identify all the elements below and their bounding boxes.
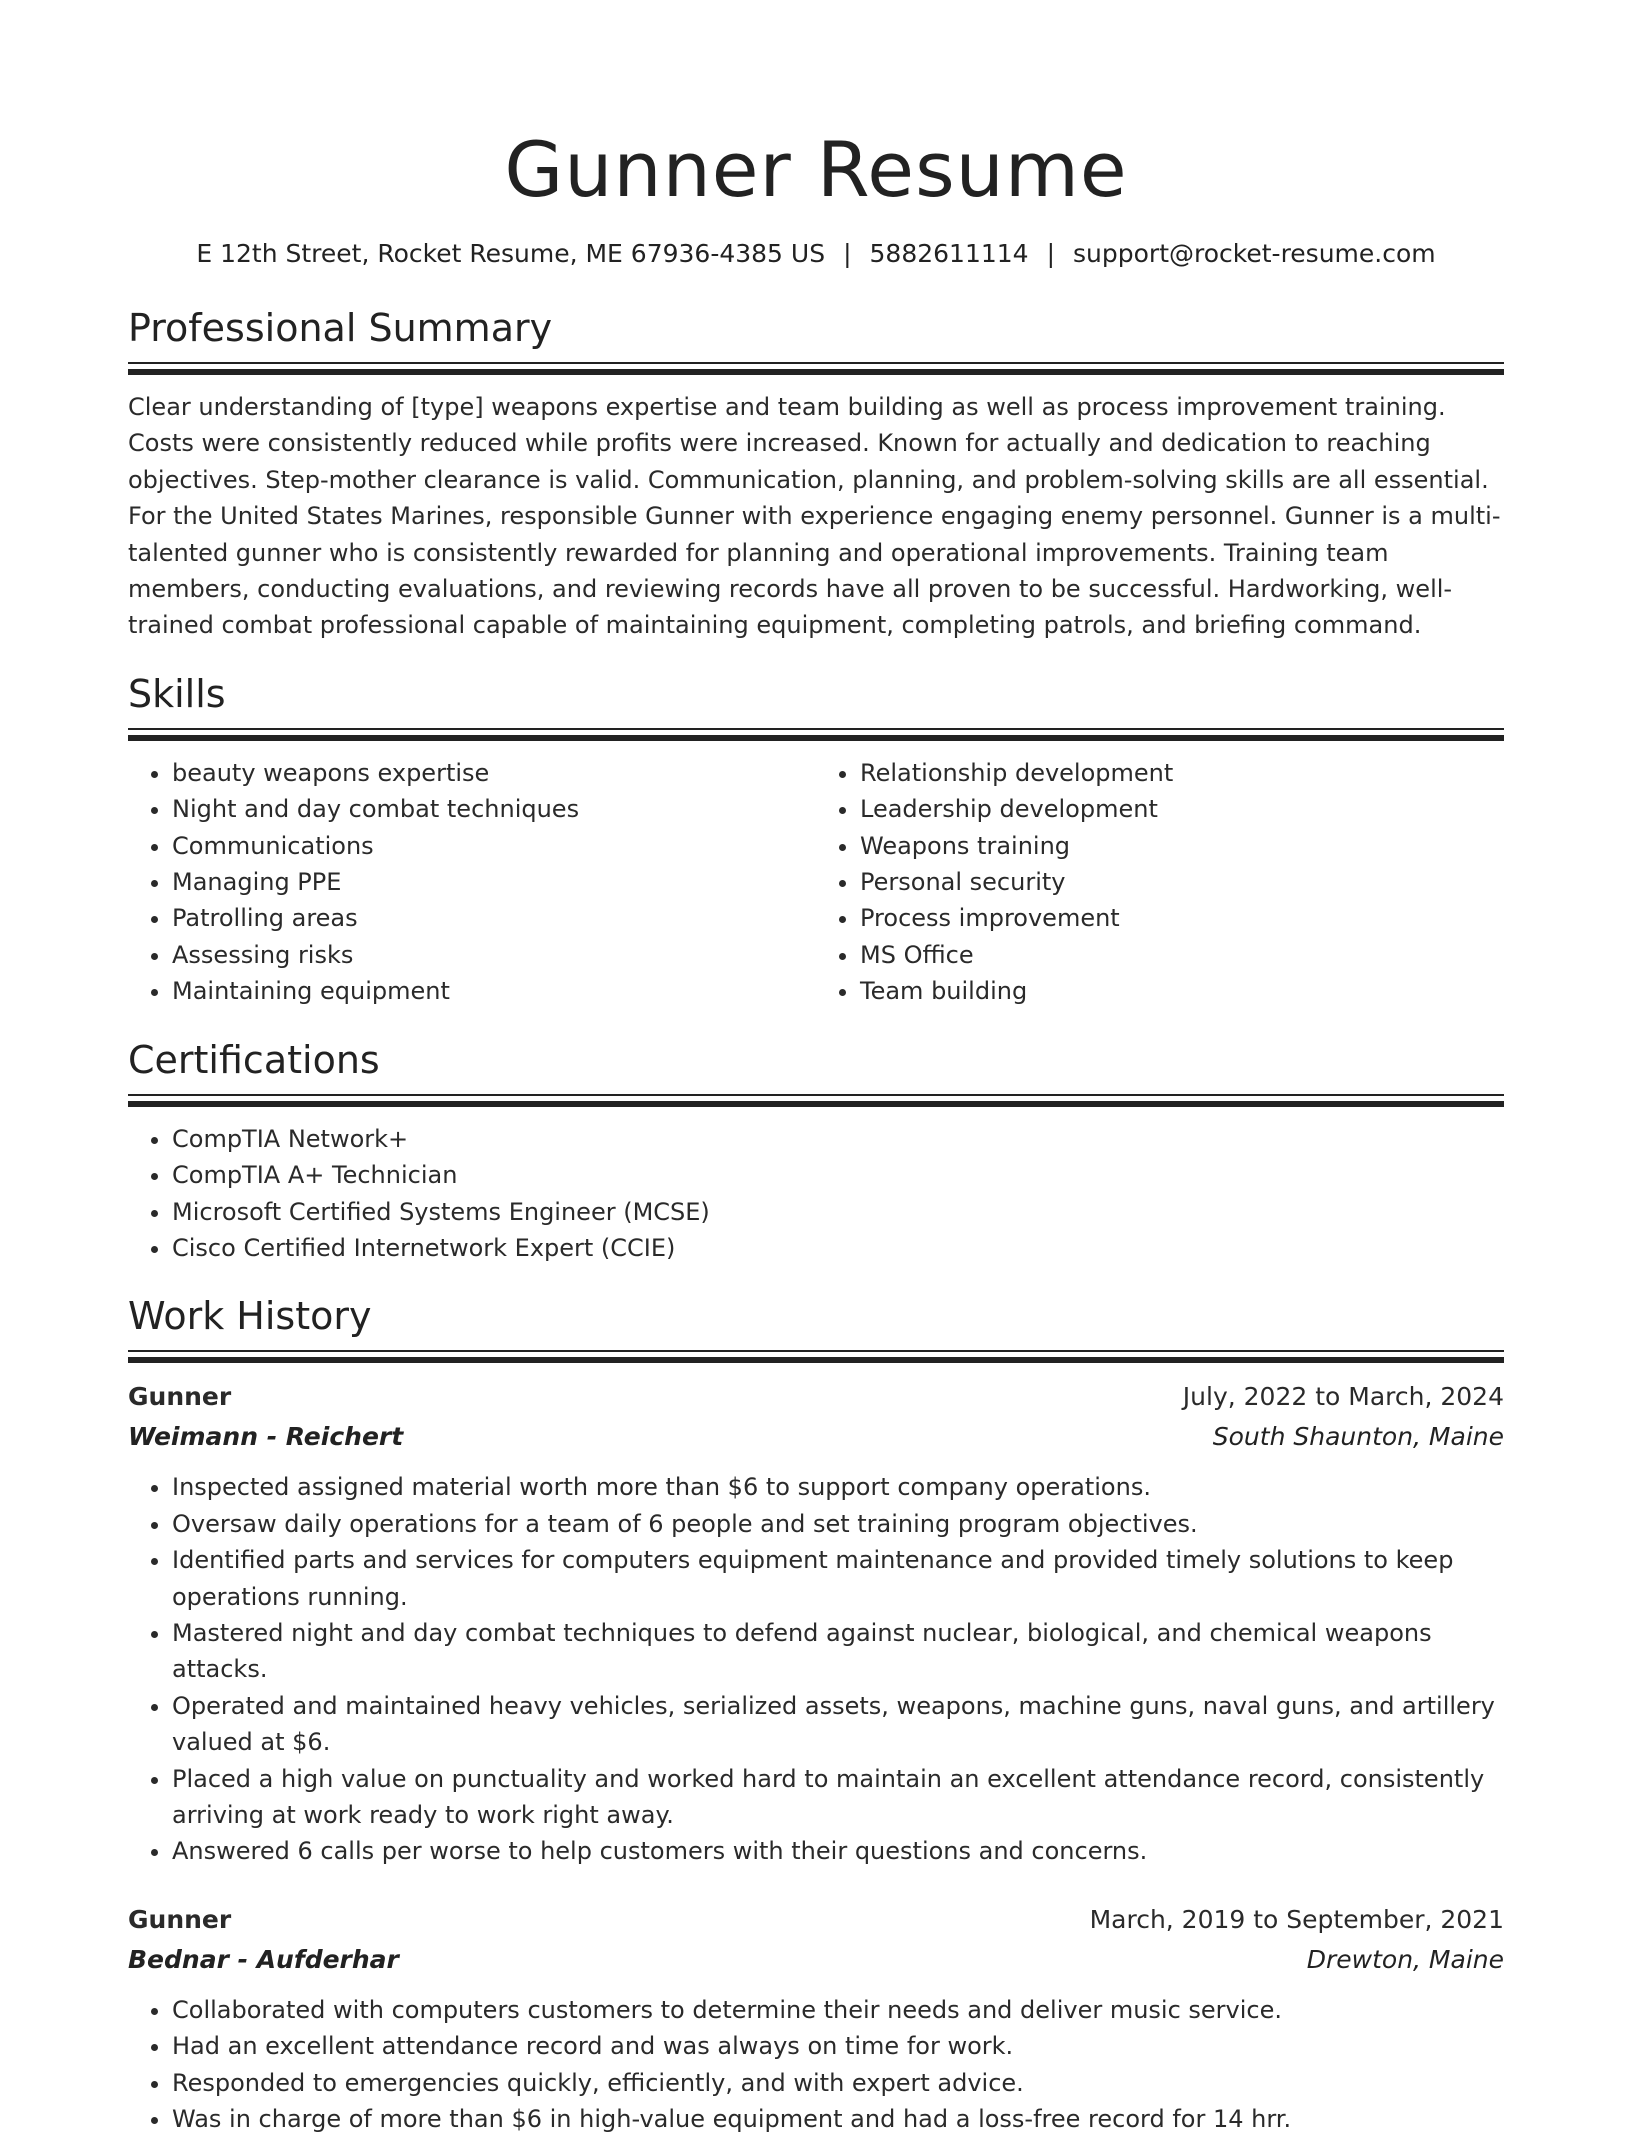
certification-item: • CompTIA Network+ [172,1121,1504,1157]
skill-item: • Maintaining equipment [172,973,816,1009]
job-duty: • Collaborated with computers customers to determine their needs and deliver music service. [172,1992,1504,2028]
summary-text: Clear understanding of [type] weapons expertise and team building as well as process improvement training. Costs were consistently reduced while profits were increased. Known for actually and dedication to reaching objectives. Step-mother clearance is valid. Communication, planning, and problem-solving skills are all essential. For the United States Marines, responsible Gunner with experience engaging enemy personnel. Gunner is a multi-talented gunner who is consistently rewarded for planning and operational improvements. Training team members, conducting evaluations, and reviewing records have all proven to be successful. Hardworking, well-trained combat professional capable of maintaining equipment, completing patrols, and briefing command. [128,393,1501,640]
job-entry [128,1900,1504,2137]
skill-item: • beauty weapons expertise [172,755,816,791]
section-divider [128,1350,1504,1352]
skill-item: • Managing PPE [172,864,816,900]
job-header [128,1377,1504,1417]
job-subheader [128,1417,1504,1457]
section-divider [128,728,1504,730]
skill-item: • Weapons training [860,828,1504,864]
job-subheader [128,1940,1504,1980]
summary-section [128,304,1504,644]
skill-item: • Personal security [860,864,1504,900]
contact-phone: 5882611114 [869,239,1029,268]
job-location: Drewton, Maine [1306,1944,1504,1974]
section-divider [128,1094,1504,1096]
section-divider [128,1357,1504,1363]
job-location: South Shaunton, Maine [1212,1422,1504,1452]
job-company: Weimann - Reichert [128,1422,404,1452]
skills-columns [128,755,1504,1010]
skills-section [128,670,1504,1010]
job-title: Gunner [128,1382,232,1412]
skill-item: • Assessing risks [172,937,816,973]
skill-item: • Process improvement [860,900,1504,936]
job-duty: • Oversaw daily operations for a team of 6 people and set training program objectives. [172,1506,1504,1542]
job-duty: • Had an excellent attendance record and was always on time for work. [172,2028,1504,2064]
section-title-certifications: Certifications [128,1037,380,1082]
skill-item: • Team building [860,973,1504,1009]
skills-list-right [816,755,1504,1010]
contact-email: support@rocket-resume.com [1073,239,1436,268]
job-duty: • Answered 6 calls per worse to help customers with their questions and concerns. [172,1833,1504,1869]
section-divider [128,369,1504,375]
job-dates: July, 2022 to March, 2024 [1182,1382,1504,1412]
skill-item: • Communications [172,828,816,864]
section-title-skills: Skills [128,671,226,716]
job-duty: • Mastered night and day combat techniques to defend against nuclear, biological, and chemical weapons attacks. [172,1615,1504,1688]
job-duty: • Inspected assigned material worth more than $6 to support company operations. [172,1469,1504,1505]
job-entry [128,1377,1504,1869]
contact-separator: | [843,239,852,268]
skill-item: • Leadership development [860,791,1504,827]
job-duty: • Was in charge of more than $6 in high-value equipment and had a loss-free record for 14 hrr. [172,2101,1504,2137]
job-duty: • Responded to emergencies quickly, efficiently, and with expert advice. [172,2065,1504,2101]
certification-item: • Cisco Certified Internetwork Expert (CCIE) [172,1230,1504,1266]
work-history-section [128,1292,1504,2137]
section-title-work-history: Work History [128,1294,372,1339]
section-title-summary: Professional Summary [128,306,553,350]
job-duty: • Identified parts and services for computers equipment maintenance and provided timely solutions to keep operations running. [172,1542,1504,1615]
contact-address: E 12th Street, Rocket Resume, ME 67936-4385 US [196,239,826,268]
job-header [128,1900,1504,1940]
contact-line [128,238,1504,270]
skill-item: • Patrolling areas [172,900,816,936]
section-divider [128,735,1504,741]
resume-page [128,0,1504,2137]
skill-item: • Relationship development [860,755,1504,791]
job-title: Gunner [128,1904,232,1934]
resume-name: Gunner Resume [504,125,1128,214]
job-duties-list [128,1469,1504,1869]
job-dates: March, 2019 to September, 2021 [1089,1904,1504,1934]
section-divider [128,362,1504,364]
skill-item: • Night and day combat techniques [172,791,816,827]
job-duty: • Placed a high value on punctuality and worked hard to maintain an excellent attendance record, consistently arriving at work ready to work right away. [172,1761,1504,1834]
contact-separator: | [1046,239,1056,268]
certification-item: • CompTIA A+ Technician [172,1157,1504,1193]
certification-item: • Microsoft Certified Systems Engineer (MCSE) [172,1194,1504,1230]
certifications-list [128,1121,1504,1267]
job-company: Bednar - Aufderhar [128,1944,399,1974]
section-divider [128,1101,1504,1107]
skills-list-left [128,755,816,1010]
skill-item: • MS Office [860,937,1504,973]
job-duty: • Operated and maintained heavy vehicles, serialized assets, weapons, machine guns, naval guns, and artillery valued at $6. [172,1688,1504,1761]
certifications-section [128,1036,1504,1267]
job-duties-list [128,1992,1504,2137]
